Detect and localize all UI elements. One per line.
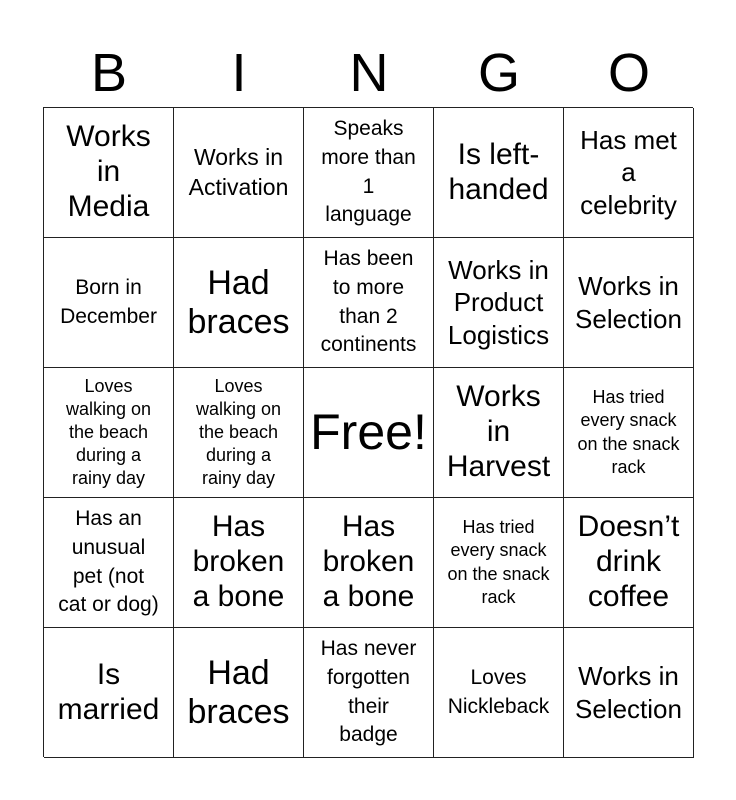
header-letter-g: G [477,43,520,103]
cell-text: Had braces [187,264,290,341]
cell-text: Is married [57,657,160,726]
cell-text: Works in Media [66,120,151,223]
bingo-header [44,40,694,106]
cell-text: Born in December [60,275,157,328]
bingo-cell-r2c3[interactable] [304,238,434,368]
cell-text: Doesn’t drink coffee [577,510,680,613]
bingo-cell-r4c2[interactable] [174,498,304,628]
bingo-cell-r2c4[interactable] [434,238,564,368]
bingo-cell-r4c1[interactable] [44,498,174,628]
cell-text: Works in Harvest [446,380,551,483]
bingo-cell-r3c2[interactable] [174,368,304,498]
cell-text: Has tried every snack on the snack rack [577,387,680,477]
cell-text: Is left- handed [448,137,549,206]
cell-text: Loves walking on the beach during a rainy day [65,375,152,489]
bingo-cell-r3c5[interactable] [564,368,694,498]
free-space-text: Free! [310,404,427,460]
bingo-cell-r1c4[interactable] [434,108,564,238]
cell-text: Works in Selection [575,271,682,334]
cell-text: Has been to more than 2 continents [320,246,417,357]
cell-text: Loves walking on the beach during a rainy day [195,375,282,489]
bingo-cell-r5c4[interactable] [434,628,564,758]
cell-text: Had braces [187,654,290,731]
bingo-cell-r5c1[interactable] [44,628,174,758]
bingo-cell-r5c2[interactable] [174,628,304,758]
bingo-cell-r4c3[interactable] [304,498,434,628]
bingo-cell-r1c2[interactable] [174,108,304,238]
bingo-cell-r2c5[interactable] [564,238,694,368]
cell-text: Has met a celebrity [580,124,677,220]
bingo-cell-r3c1[interactable] [44,368,174,498]
cell-text: Loves Nickleback [447,665,550,718]
cell-text: Has never forgotten their badge [320,636,417,747]
cell-text: Works in Selection [575,661,682,724]
cell-text: Has an unusual pet (not cat or dog) [58,506,159,617]
header-letter-i: I [231,43,247,103]
bingo-board [43,107,693,757]
bingo-cell-r4c5[interactable] [564,498,694,628]
cell-text: Works in Product Logistics [447,254,550,350]
bingo-cell-r1c1[interactable] [44,108,174,238]
bingo-cell-r5c5[interactable] [564,628,694,758]
cell-text: Has tried every snack on the snack rack [447,517,550,607]
bingo-cell-r2c2[interactable] [174,238,304,368]
cell-text: Has broken a bone [322,510,415,613]
bingo-cell-r1c5[interactable] [564,108,694,238]
header-letter-o: O [607,43,650,103]
bingo-cell-r1c3[interactable] [304,108,434,238]
bingo-cell-r4c4[interactable] [434,498,564,628]
bingo-cell-r5c3[interactable] [304,628,434,758]
bingo-cell-free[interactable] [304,368,434,498]
bingo-cell-r3c4[interactable] [434,368,564,498]
header-letter-n: N [349,43,389,103]
cell-text: Speaks more than 1 language [321,116,416,227]
cell-text: Works in Activation [188,144,289,200]
header-letter-b: B [90,43,128,103]
cell-text: Has broken a bone [192,510,285,613]
bingo-cell-r2c1[interactable] [44,238,174,368]
